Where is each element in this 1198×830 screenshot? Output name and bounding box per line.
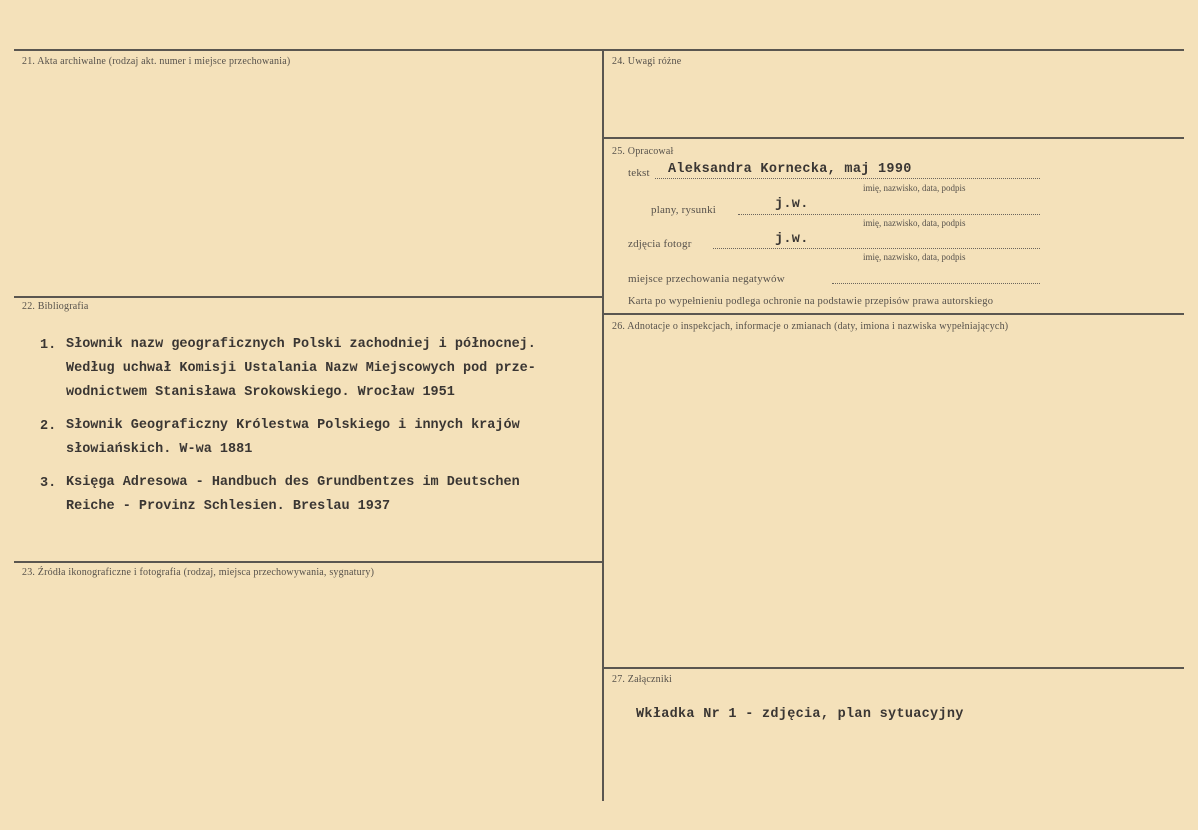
section-23-label: 23. Źródła ikonograficzne i fotografia (rodzaj, miejsca przechowywania, sygnatury) xyxy=(22,567,375,578)
section-24-label: 24. Uwagi różne xyxy=(612,56,682,67)
section-26-label: 26. Adnotacje o inspekcjach, informacje o zmianach (daty, imiona i nazwiska wypełniających) xyxy=(612,321,1009,332)
tekst-value: Aleksandra Kornecka, maj 1990 xyxy=(668,162,912,177)
bibliography-text xyxy=(66,471,520,519)
bibliography-list xyxy=(40,338,600,533)
bibliography-number: 1. xyxy=(40,338,57,353)
section-22-label: 22. Bibliografia xyxy=(22,301,89,312)
plany-value: j.w. xyxy=(775,197,809,212)
bibliography-line: słowiańskich. W-wa 1881 xyxy=(66,442,253,457)
bibliography-line: wodnictwem Stanisława Srokowskiego. Wrocław 1951 xyxy=(66,385,455,400)
right-divider-25-26 xyxy=(602,313,1184,315)
top-divider xyxy=(14,49,1184,51)
right-divider-26-27 xyxy=(602,667,1184,669)
attachments-value: Wkładka Nr 1 - zdjęcia, plan sytuacyjny xyxy=(636,707,964,722)
tekst-line xyxy=(655,178,1040,179)
bibliography-line: Reiche - Provinz Schlesien. Breslau 1937 xyxy=(66,499,391,514)
bibliography-number: 2. xyxy=(40,419,57,434)
plany-label: plany, rysunki xyxy=(651,204,717,216)
zdjecia-label: zdjęcia fotogr xyxy=(628,238,692,250)
section-21-label: 21. Akta archiwalne (rodzaj akt. numer i miejsce przechowania) xyxy=(22,56,291,67)
section-25-label: 25. Opracował xyxy=(612,146,674,157)
negatywy-label: miejsce przechowania negatywów xyxy=(628,273,785,285)
bibliography-item xyxy=(40,419,600,462)
zdjecia-hint: imię, nazwisko, data, podpis xyxy=(863,252,966,262)
copyright-note: Karta po wypełnieniu podlega ochronie na podstawie przepisów prawa autorskiego xyxy=(628,296,994,307)
section-27-label: 27. Załączniki xyxy=(612,674,672,685)
bibliography-text xyxy=(66,414,520,462)
bibliography-line: Według uchwał Komisji Ustalania Nazw Miejscowych pod prze- xyxy=(66,361,536,376)
center-divider xyxy=(602,49,604,801)
left-divider-22-23 xyxy=(14,561,604,563)
negatywy-line xyxy=(832,283,1040,284)
tekst-label: tekst xyxy=(628,167,650,179)
bibliography-item xyxy=(40,338,600,405)
bibliography-text xyxy=(66,333,536,405)
right-divider-24-25 xyxy=(602,137,1184,139)
bibliography-line: Słownik Geograficzny Królestwa Polskiego i innych krajów xyxy=(66,418,520,433)
tekst-hint: imię, nazwisko, data, podpis xyxy=(863,183,966,193)
bibliography-item xyxy=(40,476,600,519)
bibliography-line: Słownik nazw geograficznych Polski zachodniej i północnej. xyxy=(66,337,536,352)
plany-hint: imię, nazwisko, data, podpis xyxy=(863,218,966,228)
bibliography-line: Księga Adresowa - Handbuch des Grundbentzes im Deutschen xyxy=(66,475,520,490)
bibliography-number: 3. xyxy=(40,476,57,491)
zdjecia-line xyxy=(713,248,1040,249)
plany-line xyxy=(738,214,1040,215)
left-divider-21-22 xyxy=(14,296,604,298)
zdjecia-value: j.w. xyxy=(775,232,809,247)
